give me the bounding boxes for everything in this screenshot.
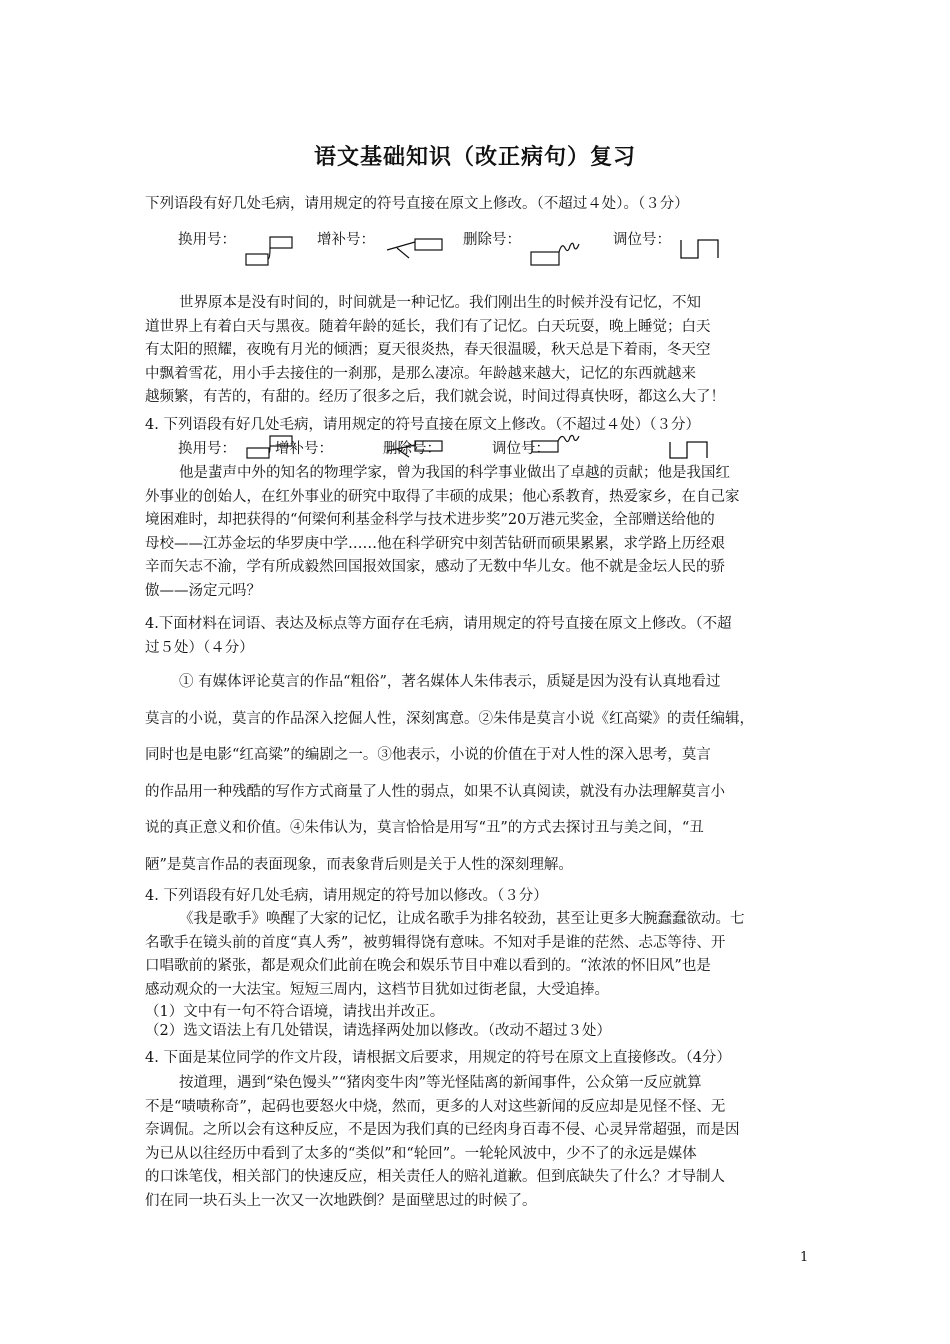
passage-2-line: 辛而矢志不渝，学有所成毅然回国报效国家，感动了无数中华儿女。他不就是金坛人民的骄 — [145, 559, 725, 575]
passage-5-line: 奈调侃。之所以会有这种反应，不是因为我们真的已经肉身百毒不侵、心灵异常超强，而是因 — [145, 1122, 740, 1138]
passage-2-line: 傲——汤定元吗？ — [145, 582, 261, 599]
subquestion: （1）文中有一句不符合语境，请找出并改正。 — [145, 1004, 445, 1020]
page-number: 1 — [800, 1250, 809, 1265]
passage-5-line: 们在同一块石头上一次又一次地跌倒？是面壁思过的时候了。 — [145, 1192, 537, 1209]
replace-mark-icon — [245, 435, 295, 461]
passage-2-line: 母校——江苏金坛的华罗庚中学……他在科学研究中刻苦钻研而硕果累累，求学路上历经艰 — [145, 535, 725, 552]
passage-1-line: 中飘着雪花，用小手去接住的一刹那，是那么凄凉。年龄越来越大，记忆的东西就越来 — [145, 365, 696, 382]
insert-label: 增补号： — [317, 232, 375, 248]
swap-mark-icon — [667, 440, 713, 462]
passage-2-line: 境困难时，却把获得的“何梁何利基金科学与技术进步奖”20万港元奖金，全部赠送给他的 — [145, 512, 715, 528]
insert-label: 增补号： — [275, 441, 333, 457]
delete-mark-icon — [530, 238, 590, 268]
passage-1-line: 世界原本是没有时间的，时间就是一种记忆。我们刚出生的时候并没有记忆，不知 — [179, 295, 701, 311]
passage-2 — [145, 462, 815, 603]
passage-5 — [145, 1072, 815, 1213]
delete-label: 删除号： — [383, 441, 441, 457]
question-4-heading: 4. 下列语段有好几处毛病，请用规定的符号加以修改。（３分） — [145, 888, 548, 904]
passage-5-line: 的口诛笔伐，相关部门的快速反应，相关责任人的赔礼道歉。但到底缺失了什么？才导制人 — [145, 1169, 725, 1185]
passage-3-line: 的作品用一种残酷的写作方式商量了人性的弱点，如果不认真阅读，就没有办法理解莫言小 — [145, 783, 725, 800]
swap-label: 调位号： — [613, 232, 671, 248]
passage-4 — [145, 908, 815, 1002]
insert-mark-icon — [385, 236, 445, 266]
question-2-heading: 4. 下列语段有好几处毛病，请用规定的符号直接在原文上修改。（不超过４处）（３分） — [145, 417, 700, 433]
symbol-legend — [145, 228, 825, 268]
swap-label: 调位号： — [492, 441, 550, 457]
question-5-heading: 4. 下面是某位同学的作文片段，请根据文后要求，用规定的符号在原文上直接修改。（4分） — [145, 1050, 731, 1066]
passage-2-line: 外事业的创始人，在红外事业的研究中取得了丰硕的成果；他心系教育，热爱家乡，在自己家 — [145, 488, 740, 505]
passage-1-line: 道世界上有着白天与黑夜。随着年龄的延长，我们有了记忆。白天玩耍，晚上睡觉；白天 — [145, 318, 711, 335]
swap-mark-icon — [678, 236, 724, 262]
insert-mark-icon — [385, 439, 445, 463]
question-3-heading-line: 过５处）（４分） — [145, 640, 254, 656]
passage-4-line: 感动观众的一大法宝。短短三周内，这档节目犹如过街老鼠，大受追捧。 — [145, 981, 609, 998]
passage-3-line: 莫言的小说，莫言的作品深入挖倔人性，深刻寓意。②朱伟是莫言小说《红高粱》的责任编辑， — [145, 710, 754, 727]
replace-label: 换用号： — [178, 441, 236, 457]
passage-5-line: 按道理，遇到“染色馒头”“猪肉变牛肉”等光怪陆离的新闻事件，公众第一反应就算 — [179, 1075, 702, 1091]
question-4-subquestions — [145, 1003, 815, 1041]
page-title: 语文基础知识（改正病句）复习 — [313, 145, 636, 170]
question-3-heading-line: 4.下面材料在词语、表达及标点等方面存在毛病，请用规定的符号直接在原文上修改。（不超 — [145, 616, 732, 632]
passage-3-line: ① 有媒体评论莫言的作品“粗俗”，著名媒体人朱伟表示，质疑是因为没有认真地看过 — [179, 674, 721, 690]
passage-4-line: 《我是歌手》唤醒了大家的记忆，让成名歌手为排名较劲，甚至让更多大腕蠢蠢欲动。七 — [179, 911, 745, 927]
question-3-heading — [145, 612, 815, 660]
passage-4-line: 口唱歌前的紧张，都是观众们此前在晚会和娱乐节目中难以看到的。“浓浓的怀旧风”也是 — [145, 958, 711, 974]
passage-2-line: 他是蜚声中外的知名的物理学家，曾为我国的科学事业做出了卓越的贡献；他是我国红 — [179, 465, 730, 481]
replace-label: 换用号： — [178, 232, 236, 248]
passage-3-line: 陋”是莫言作品的表面现象，而表象背后则是关于人性的深刻理解。 — [145, 856, 573, 873]
subquestion: （2）选文语法上有几处错误，请选择两处加以修改。（改动不超过３处） — [145, 1023, 611, 1039]
passage-1 — [145, 292, 849, 410]
passage-3 — [145, 664, 815, 883]
intro-instruction: 下列语段有好几处毛病，请用规定的符号直接在原文上修改。（不超过４处）。（３分） — [145, 196, 689, 212]
passage-3-line: 同时也是电影“红高粱”的编剧之一。③他表示，小说的价值在于对人性的深入思考，莫言 — [145, 747, 711, 763]
passage-4-line: 名歌手在镜头前的首度“真人秀”，被剪辑得饶有意味。不知对手是谁的茫然、忐忑等待、开 — [145, 934, 726, 951]
delete-label: 删除号： — [463, 232, 521, 248]
passage-1-line: 有太阳的照耀，夜晚有月光的倾洒；夏天很炎热，春天很温暖，秋天总是下着雨，冬天空 — [145, 342, 711, 358]
passage-5-line: 不是“啧啧称奇”，起码也要怒火中烧，然而，更多的人对这些新闻的反应却是见怪不怪、无 — [145, 1098, 726, 1115]
passage-5-line: 为已从以往经历中看到了太多的“类似”和“轮回”。一轮轮风波中，少不了的永远是媒体 — [145, 1145, 697, 1162]
replace-mark-icon — [245, 236, 295, 268]
passage-3-line: 说的真正意义和价值。④朱伟认为，莫言恰恰是用写“丑”的方式去探讨丑与美之间，“丑 — [145, 820, 704, 836]
passage-1-line: 越频繁，有苦的，有甜的。经历了很多之后，我们就会说，时间过得真快呀，都这么大了！ — [145, 389, 725, 405]
delete-mark-icon — [530, 433, 590, 457]
